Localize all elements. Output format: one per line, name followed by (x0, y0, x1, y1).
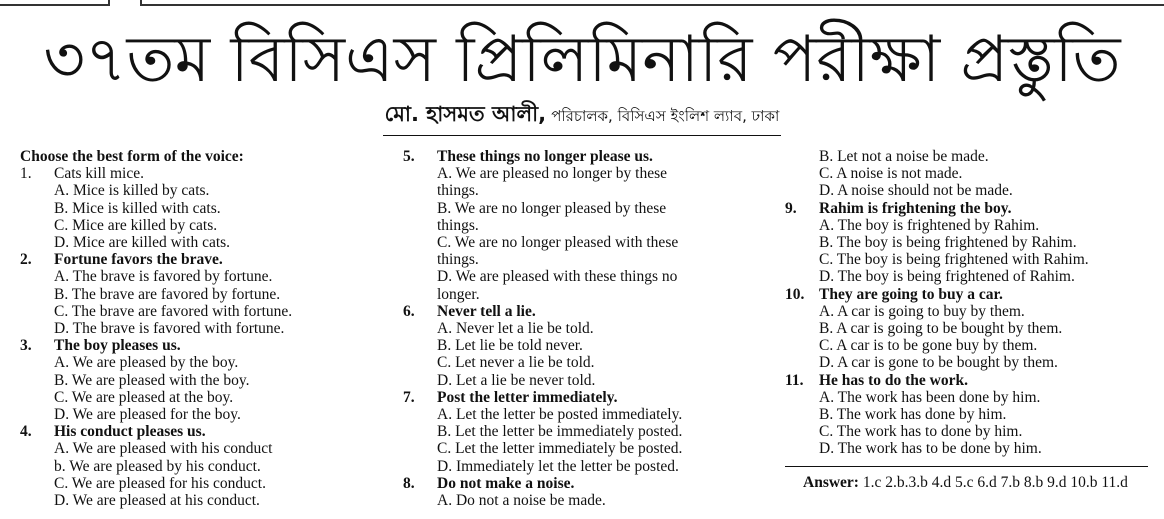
question-text: Fortune favors the brave. (54, 251, 223, 269)
answer-option: A. Mice is killed by cats. (54, 182, 210, 200)
question-number: 7. (403, 388, 415, 406)
answer-option: B. The brave are favored by fortune. (54, 285, 281, 303)
top-frame-rule (0, 0, 1164, 10)
answer-option: A. Do not a noise be made. (437, 492, 606, 510)
answer-option: B. Let the letter be immediately posted. (437, 423, 683, 441)
question-number: 1. (20, 165, 32, 183)
answer-option: things. (437, 182, 479, 200)
answer-option: A. A car is going to buy by them. (819, 302, 1025, 320)
question-number: 2. (20, 251, 32, 269)
answer-text: 1.c 2.b.3.b 4.d 5.c 6.d 7.b 8.b 9.d 10.b 11.d (862, 474, 1128, 491)
question-row (20, 251, 370, 268)
answer-option: D. Mice are killed with cats. (54, 234, 231, 252)
question-text: These things no longer please us. (437, 148, 653, 165)
question-row (785, 286, 1155, 303)
question-text: Post the letter immediately. (437, 388, 618, 406)
question-row (20, 337, 370, 354)
byline (0, 98, 1164, 136)
question-text: The boy pleases us. (54, 337, 181, 355)
question-row (20, 165, 370, 182)
answer-label: Answer: (803, 474, 859, 491)
frame-segment-left (0, 0, 110, 6)
question-row (785, 372, 1155, 389)
answer-option: D. The boy is being frightened of Rahim. (819, 268, 1075, 286)
answer-option: A. The boy is frightened by Rahim. (819, 216, 1040, 234)
question-number: 3. (20, 337, 32, 355)
answer-option: B. Let not a noise be made. (819, 148, 989, 165)
answer-option: A. We are pleased no longer by these (437, 165, 668, 183)
answer-option: D. We are pleased with these things no (437, 268, 678, 286)
answer-option: A. Never let a lie be told. (437, 320, 594, 338)
column-1 (20, 148, 370, 509)
answer-option: D. We are pleased at his conduct. (54, 492, 260, 510)
answer-option: D. The brave is favored with fortune. (54, 320, 285, 338)
answer-option: B. We are no longer pleased by these (437, 199, 667, 217)
answer-option: C. We are pleased for his conduct. (54, 474, 266, 492)
question-number: 8. (403, 474, 415, 492)
author-role: পরিচালক, বিসিএস ইংলিশ ল্যাব, ঢাকা (551, 107, 780, 125)
question-number: 4. (20, 423, 32, 441)
question-text: Rahim is frightening the boy. (819, 199, 1012, 217)
column-2 (403, 148, 743, 509)
question-text: They are going to buy a car. (819, 285, 1003, 303)
answer-option: B. Let lie be told never. (437, 337, 583, 355)
byline-underline (383, 98, 782, 136)
question-row (20, 423, 370, 440)
answer-option: A. The brave is favored by fortune. (54, 268, 273, 286)
instruction: Choose the best form of the voice: (20, 148, 244, 165)
question-row (785, 200, 1155, 217)
answer-option: A. Let the letter be posted immediately. (437, 406, 683, 424)
headline: ৩৭তম বিসিএস প্রিলিমিনারি পরীক্ষা প্রস্তুতি (43, 23, 1121, 97)
answer-option: A. We are pleased by the boy. (54, 354, 239, 372)
question-text: Do not make a noise. (437, 474, 575, 492)
column-3 (785, 148, 1155, 458)
question-number: 11. (785, 371, 804, 389)
answer-option: things. (437, 251, 479, 269)
question-text: He has to do the work. (819, 371, 968, 389)
answer-option: D. Let a lie be never told. (437, 371, 596, 389)
question-text: Cats kill mice. (54, 165, 144, 183)
question-text: His conduct pleases us. (54, 423, 206, 441)
answer-option: B. Mice is killed with cats. (54, 199, 221, 217)
answer-option: C. Let never a lie be told. (437, 354, 595, 372)
answer-option: A. We are pleased with his conduct (54, 440, 273, 458)
answer-option: things. (437, 216, 479, 234)
answer-option: C. The work has to done by him. (819, 423, 1023, 441)
question-text: Never tell a lie. (437, 302, 536, 320)
answer-option: b. We are pleased by his conduct. (54, 457, 261, 475)
question-number: 10. (785, 285, 805, 303)
answer-key (785, 466, 1148, 491)
answer-option: B. We are pleased with the boy. (54, 371, 250, 389)
answer-option: C. The boy is being frightened with Rahim. (819, 251, 1089, 269)
author-name: মো. হাসমত আলী, (384, 102, 547, 126)
answer-option: D. We are pleased for the boy. (54, 406, 241, 424)
answer-option: B. The work has done by him. (819, 406, 1007, 424)
answer-option: C. Let the letter immediately be posted. (437, 440, 683, 458)
answer-option: D. The work has to be done by him. (819, 440, 1042, 458)
question-row (403, 303, 743, 320)
question-number: 9. (785, 199, 797, 217)
answer-option: C. The brave are favored with fortune. (54, 302, 293, 320)
question-number: 5. (403, 148, 415, 165)
answer-option: longer. (437, 285, 480, 303)
question-row (403, 475, 743, 492)
answer-option: C. A noise is not made. (819, 165, 963, 183)
answer-option: C. A car is to be gone buy by them. (819, 337, 1038, 355)
answer-option: D. A noise should not be made. (819, 182, 1013, 200)
answer-option: D. A car is gone to be bought by them. (819, 354, 1058, 372)
answer-option: C. We are no longer pleased with these (437, 234, 679, 252)
answer-option: C. Mice are killed by cats. (54, 216, 218, 234)
question-number: 6. (403, 302, 415, 320)
answer-option: A. The work has been done by him. (819, 388, 1041, 406)
answer-option: B. A car is going to be bought by them. (819, 320, 1063, 338)
frame-segment-right (140, 0, 1164, 6)
answer-option: D. Immediately let the letter be posted. (437, 457, 679, 475)
question-row (403, 389, 743, 406)
answer-option: B. The boy is being frightened by Rahim. (819, 234, 1077, 252)
answer-option: C. We are pleased at the boy. (54, 388, 234, 406)
question-row (403, 148, 743, 165)
